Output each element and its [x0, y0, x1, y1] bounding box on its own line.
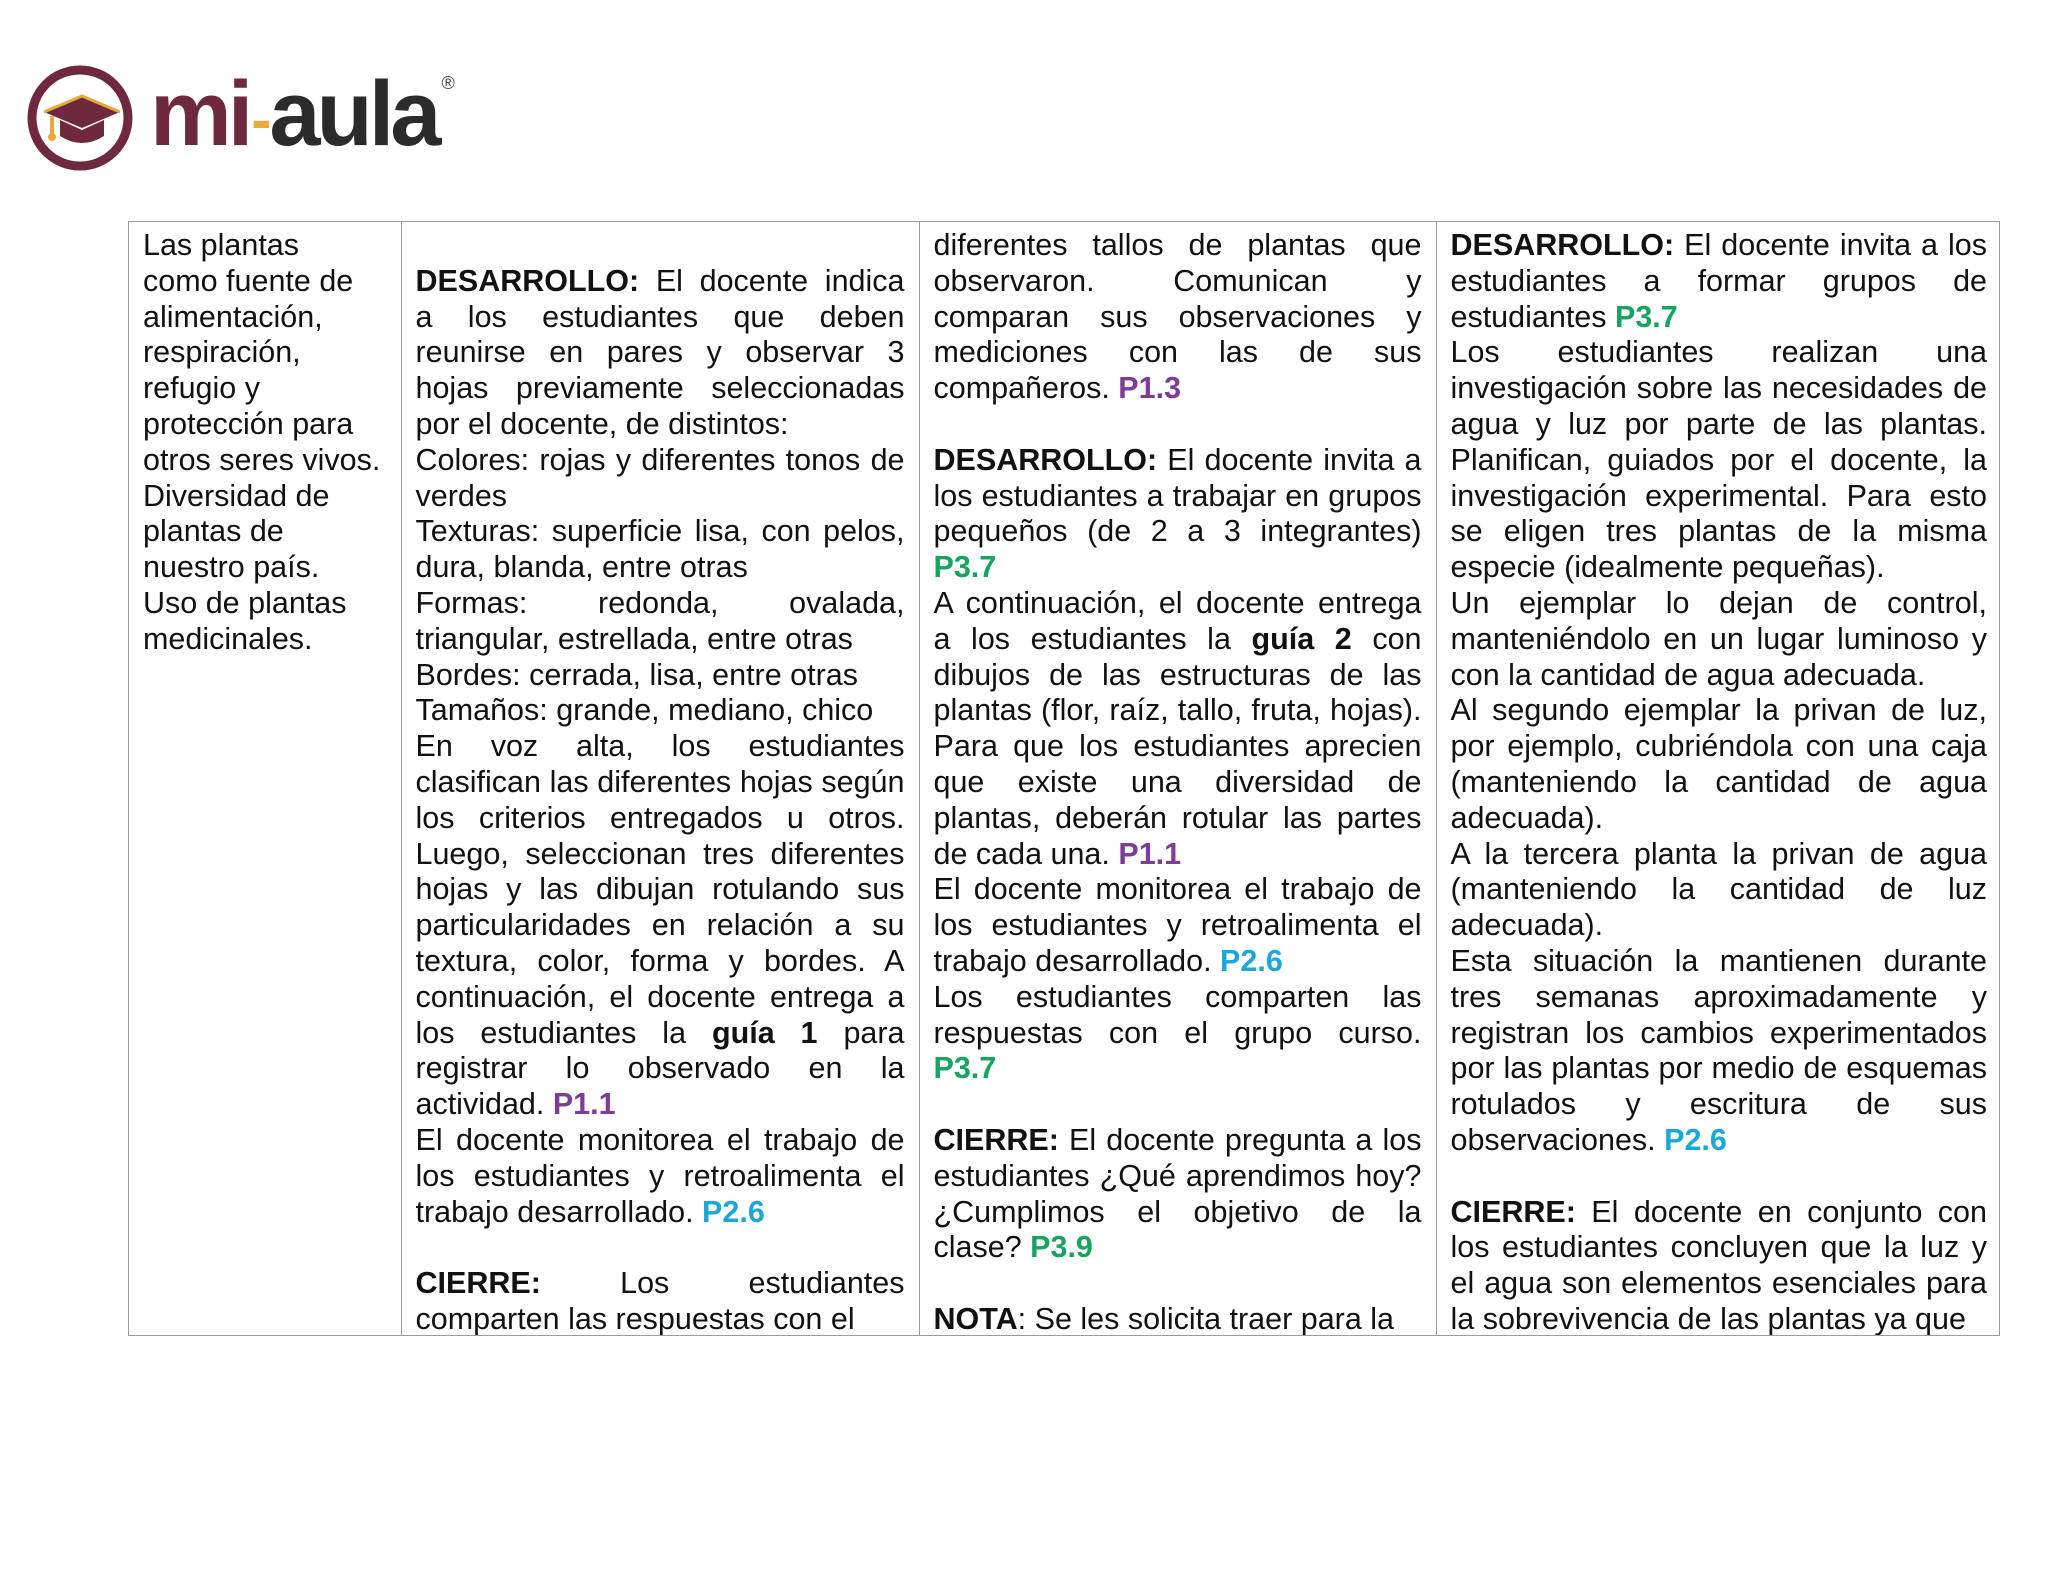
brand-aula: aula	[269, 63, 438, 165]
code-p2-6: P2.6	[702, 1194, 765, 1229]
code-p3-7: P3.7	[933, 550, 997, 585]
content-line: nuestro país.	[143, 550, 320, 585]
share-paragraph	[934, 980, 1422, 1087]
content-line: plantas de	[143, 514, 284, 549]
code-p3-9: P3.9	[1030, 1230, 1093, 1265]
code-p1-3: P1.3	[1118, 371, 1182, 406]
situation-text: Esta situación la mantienen durante tres semanas aproximadamente y registran los cambios experimentados por las plantas por medio de esquemas rotulados y escritura de sus observaciones.	[1450, 943, 1987, 1157]
content-line: protección para	[143, 406, 354, 441]
brand-wordmark	[150, 63, 455, 165]
desarrollo-text: El docente indica a los estudiantes que deben reunirse en pares y observar 3 hojas previamente seleccionadas por el docente, de distintos:	[415, 263, 905, 441]
nota-text: : Se les solicita traer para la	[1017, 1301, 1394, 1336]
cierre-paragraph	[1451, 1195, 1988, 1336]
brand-registered: ®	[441, 73, 455, 93]
content-line: otros seres vivos.	[143, 442, 381, 477]
criteria-tamanos: Tamaños: grande, mediano, chico	[415, 693, 874, 728]
second-plant-paragraph: Al segundo ejemplar la privan de luz, por ejemplo, cubriéndola con una caja (manteniendo la cantidad de agua adecuada).	[1450, 693, 1987, 835]
desarrollo-text: El docente invita a los estudiantes a formar grupos de estudiantes	[1450, 228, 1987, 334]
control-paragraph: Un ejemplar lo dejan de control, manteniéndolo en un lugar luminoso y con la cantidad de agua adecuada.	[1450, 585, 1987, 692]
investigation-paragraph: Los estudiantes realizan una investigación sobre las necesidades de agua y luz por parte de las plantas. Planifican, guiados por el docente, la investigación experimental. Para esto se eligen tres plantas de la misma especie (idealmente pequeñas).	[1450, 335, 1987, 585]
guia-paragraph	[934, 586, 1422, 872]
third-plant-paragraph: A la tercera planta la privan de agua (manteniendo la cantidad de luz adecuada).	[1450, 836, 1987, 943]
monitor-text: El docente monitorea el trabajo de los estudiantes y retroalimenta el trabajo desarrollado.	[933, 872, 1422, 978]
nota-label: NOTA	[933, 1301, 1018, 1336]
criteria-colores: Colores: rojas y diferentes tonos de verdes	[415, 442, 905, 513]
code-p1-1: P1.1	[1118, 836, 1182, 871]
criteria-texturas: Texturas: superficie lisa, con pelos, dura, blanda, entre otras	[415, 514, 905, 585]
code-p2-6: P2.6	[1220, 943, 1283, 978]
graduation-cap-icon	[24, 62, 136, 174]
lesson-column-2	[919, 222, 1436, 1336]
desarrollo-paragraph	[416, 264, 905, 443]
cierre-label: CIERRE:	[933, 1122, 1059, 1157]
content-line: como fuente de	[143, 263, 354, 298]
brand-mi: mi	[150, 63, 250, 165]
lesson-column-3	[1436, 222, 2000, 1336]
desarrollo-label: DESARROLLO:	[415, 263, 640, 298]
code-p3-7: P3.7	[1614, 299, 1678, 334]
monitor-text: El docente monitorea el trabajo de los estudiantes y retroalimenta el trabajo desarrollado.	[415, 1122, 905, 1229]
task-paragraph	[416, 729, 905, 1123]
monitor-paragraph	[416, 1123, 905, 1230]
code-p2-6: P2.6	[1664, 1122, 1727, 1157]
content-line: Uso de plantas	[143, 585, 347, 620]
desarrollo-label: DESARROLLO:	[1450, 228, 1675, 262]
desarrollo-paragraph	[1451, 228, 1988, 335]
desarrollo-text: El docente invita a los estudiantes a trabajar en grupos pequeños (de 2 a 3 integrantes)	[933, 442, 1422, 549]
content-line: respiración,	[143, 335, 301, 370]
guia-label: guía 2	[1251, 621, 1352, 656]
guia-text: A continuación, el docente entrega a los estudiantes la	[933, 585, 1422, 656]
content-line: alimentación,	[143, 299, 323, 334]
observations-paragraph	[934, 228, 1422, 407]
content-line: Las plantas	[143, 228, 299, 262]
brand-logo	[24, 62, 455, 174]
content-column	[129, 222, 401, 1336]
cierre-paragraph	[934, 1123, 1422, 1266]
lesson-table	[128, 221, 2000, 1336]
task-text-end: para registrar lo observado en la actividad.	[415, 1015, 905, 1122]
cierre-label: CIERRE:	[1450, 1194, 1576, 1229]
guia-text-end: con dibujos de las estructuras de las plantas (flor, raíz, tallo, fruta, hojas). Para que los estudiantes aprecien que existe una diversidad de plantas, deberán rotular las partes de cada una.	[933, 621, 1422, 871]
desarrollo-label: DESARROLLO:	[933, 442, 1158, 477]
criteria-bordes: Bordes: cerrada, lisa, entre otras	[415, 657, 858, 692]
criteria-formas: Formas: redonda, ovalada, triangular, estrellada, entre otras	[415, 585, 905, 656]
content-line: Diversidad de	[143, 478, 330, 513]
task-text: En voz alta, los estudiantes clasifican las diferentes hojas según los criterios entregados u otros. Luego, seleccionan tres diferentes hojas y las dibujan rotulando sus particularidades en relación a su textura, color, forma y bordes. A continuación, el docente entrega a los estudiantes la	[415, 729, 905, 1050]
content-line: medicinales.	[143, 621, 313, 656]
nota-paragraph	[934, 1302, 1422, 1336]
guia-label: guía 1	[711, 1015, 818, 1050]
code-p3-7: P3.7	[933, 1051, 997, 1086]
monitor-paragraph	[934, 872, 1422, 979]
content-line: refugio y	[143, 371, 260, 406]
observations-text: diferentes tallos de plantas que observaron. Comunican y comparan sus observaciones y mediciones con las de sus compañeros.	[933, 228, 1422, 406]
cierre-text: El docente pregunta a los estudiantes ¿Qué aprendimos hoy? ¿Cumplimos el objetivo de la clase?	[933, 1122, 1422, 1265]
brand-dash: -	[251, 86, 268, 153]
cierre-text: Los estudiantes comparten las respuestas con el	[415, 1266, 905, 1336]
share-text: Los estudiantes comparten las respuestas con el grupo curso.	[933, 979, 1422, 1050]
cierre-paragraph	[416, 1266, 905, 1336]
cierre-text: El docente en conjunto con los estudiantes concluyen que la luz y el agua son elementos esenciales para la sobrevivencia de las plantas ya que	[1450, 1194, 1987, 1336]
desarrollo-paragraph	[934, 443, 1422, 586]
code-p1-1: P1.1	[552, 1087, 616, 1122]
cierre-label: CIERRE:	[415, 1266, 541, 1301]
situation-paragraph	[1451, 944, 1988, 1159]
lesson-column-1	[401, 222, 919, 1336]
